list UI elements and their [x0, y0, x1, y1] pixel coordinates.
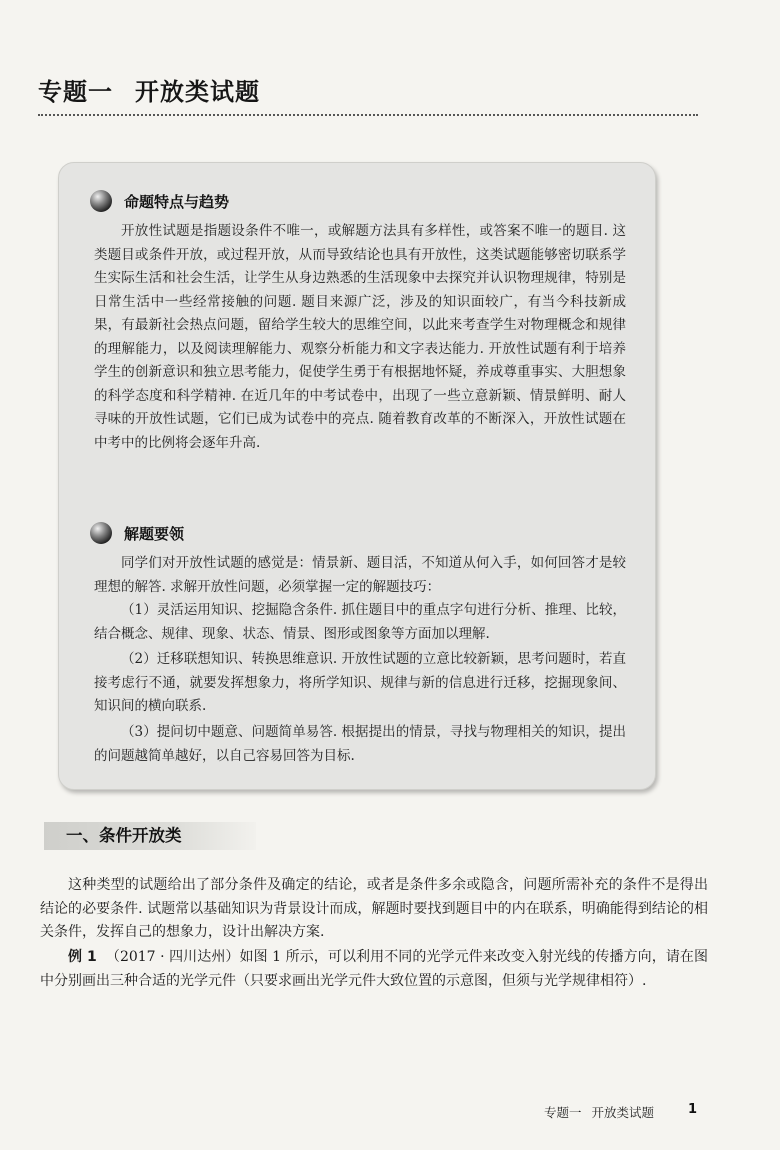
- example-1: [40, 946, 708, 993]
- section-heading-trends: [90, 190, 229, 212]
- running-footer: [544, 1103, 654, 1121]
- section-heading-label: 解题要领: [124, 524, 185, 543]
- tip-item-2: （2）迁移联想知识、转换思维意识. 开放性试题的立意比较新颖，思考问题时，若直接考虑行不通，就要发挥想象力，将所学知识、规律与新的信息进行迁移，挖掘现象间、知识间的横向联系.: [94, 651, 626, 714]
- tip-item-3: （3）提问切中题意、问题简单易答. 根据提出的情景，寻找与物理相关的知识，提出的问题越简单越好，以自己容易回答为目标.: [94, 724, 626, 764]
- section-heading-label: 命题特点与趋势: [124, 192, 230, 211]
- page-number: 1: [688, 1102, 698, 1117]
- chapter-title: [38, 72, 260, 107]
- example-text: （2017 · 四川达州）如图 1 所示，可以利用不同的光学元件来改变入射光线的传播方向，请在图中分别画出三种合适的光学元件（只要求画出光学元件大致位置的示意图，但须与光学规律相符）.: [40, 949, 708, 989]
- bullet-ball-icon: [90, 190, 112, 212]
- body-paragraph: 这种类型的试题给出了部分条件及确定的结论，或者是条件多余或隐含，问题所需补充的条件不是得出结论的必要条件. 试题常以基础知识为背景设计而成，解题时要找到题目中的内在联系，明确能得到结论的相关条件，发挥自己的想象力，设计出解决方案.: [40, 877, 708, 940]
- chapter-number: 专题一: [38, 78, 113, 106]
- section-title: 一、条件开放类: [44, 822, 256, 850]
- tips-intro: 同学们对开放性试题的感觉是：情景新、题目活，不知道从何入手，如何回答才是较理想的解答. 求解开放性问题，必须掌握一定的解题技巧：: [94, 555, 626, 595]
- footer-chapter-name: 开放类试题: [591, 1105, 655, 1120]
- tip-item-1: （1）灵活运用知识、挖掘隐含条件. 抓住题目中的重点字句进行分析、推理、比较，结合概念、规律、现象、状态、情景、图形或图象等方面加以理解.: [94, 602, 626, 642]
- chapter-name: 开放类试题: [135, 78, 260, 106]
- trends-paragraph: 开放性试题是指题设条件不唯一，或解题方法具有多样性，或答案不唯一的题目. 这类题目或条件开放，或过程开放，从而导致结论也具有开放性，这类试题能够密切联系学生实际生活和社会生活，让学生从身边熟悉的生活现象中去探究并认识物理规律，特别是日常生活中一些经常接触的问题. 题目来源广泛，涉及的知识面较广，有当今科技新成果，有最新社会热点问题，留给学生较大的思维空间，以此来考查学生对物理概念和规律的理解能力，以及阅读理解能力、观察分析能力和文字表达能力. 开放性试题有利于培养学生的创新意识和独立思考能力，促使学生勇于有根据地怀疑，养成尊重事实、大胆想象的科学态度和科学精神. 在近几年的中考试卷中，出现了一些立意新颖、情景鲜明、耐人寻味的开放性试题，它们已成为试卷中的亮点. 随着教育改革的不断深入，开放性试题在中考中的比例将会逐年升高.: [94, 223, 626, 451]
- title-divider: [38, 114, 698, 116]
- example-label: 例 1: [68, 949, 97, 965]
- section-heading-tips: [90, 522, 184, 544]
- bullet-ball-icon: [90, 522, 112, 544]
- footer-chapter-number: 专题一: [544, 1105, 582, 1120]
